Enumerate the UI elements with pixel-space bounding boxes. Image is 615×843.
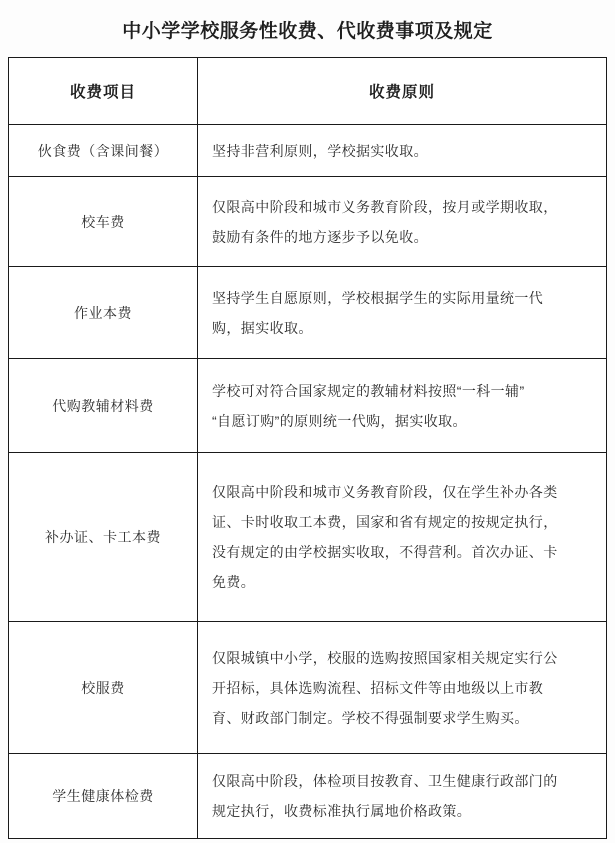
table-row: [9, 125, 607, 177]
rule-line: 坚持学生自愿原则，学校根据学生的实际用量统一代: [212, 289, 544, 306]
table-row: [9, 622, 607, 754]
column-header-fee-item: 收费项目: [9, 58, 198, 125]
rule-line: 购，据实收取。: [212, 319, 313, 336]
rule-line: 仅限高中阶段和城市义务教育阶段，按月或学期收取，: [212, 198, 558, 215]
fee-principle-text: [198, 622, 607, 754]
page-title: 中小学学校服务性收费、代收费事项及规定: [122, 21, 493, 42]
table-row: [9, 754, 607, 839]
rule-line: 育、财政部门制定。学校不得强制要求学生购买。: [212, 709, 529, 726]
rule-line: 证、卡时收取工本费，国家和省有规定的按规定执行，: [212, 514, 558, 530]
rule-line: 规定执行，收费标准执行属地价格政策。: [212, 803, 472, 819]
rule-line: 坚持非营利原则，学校据实收取。: [212, 142, 428, 159]
rule-line: 鼓励有条件的地方逐步予以免收。: [212, 228, 428, 245]
fee-item-name: 伙食费（含课间餐）: [9, 125, 198, 177]
rule-line: 仅限高中阶段和城市义务教育阶段，仅在学生补办各类: [212, 484, 558, 500]
fee-item-name: 校服费: [9, 622, 198, 754]
rule-line: 仅限城镇中小学，校服的选购按照国家相关规定实行公: [212, 649, 558, 666]
fee-item-name: 学生健康体检费: [9, 754, 198, 839]
table-header-row: [9, 58, 607, 125]
rule-line: 学校可对符合国家规定的教辅材料按照“一科一辅”: [212, 382, 525, 399]
rule-line: 仅限高中阶段，体检项目按教育、卫生健康行政部门的: [212, 773, 558, 789]
fee-principle-text: [198, 267, 607, 359]
fee-principle-text: [198, 754, 607, 839]
fee-principle-text: [198, 177, 607, 267]
fee-item-name: 代购教辅材料费: [9, 359, 198, 453]
column-header-fee-principle: 收费原则: [198, 58, 607, 125]
fee-principle-text: [198, 453, 607, 622]
fee-principle-text: [198, 359, 607, 453]
fee-principle-text: [198, 125, 607, 177]
rule-line: 免费。: [212, 574, 256, 590]
rule-line: 没有规定的由学校据实收取，不得营利。首次办证、卡: [212, 544, 558, 560]
table-row: [9, 453, 607, 622]
fee-item-name: 补办证、卡工本费: [9, 453, 198, 622]
fee-items-table: [8, 57, 607, 839]
table-row: [9, 359, 607, 453]
table-row: [9, 267, 607, 359]
rule-line: 开招标，具体选购流程、招标文件等由地级以上市教: [212, 679, 544, 696]
rule-line: “自愿订购”的原则统一代购，据实收取。: [212, 412, 467, 429]
fee-item-name: 作业本费: [9, 267, 198, 359]
fee-item-name: 校车费: [9, 177, 198, 267]
table-row: [9, 177, 607, 267]
